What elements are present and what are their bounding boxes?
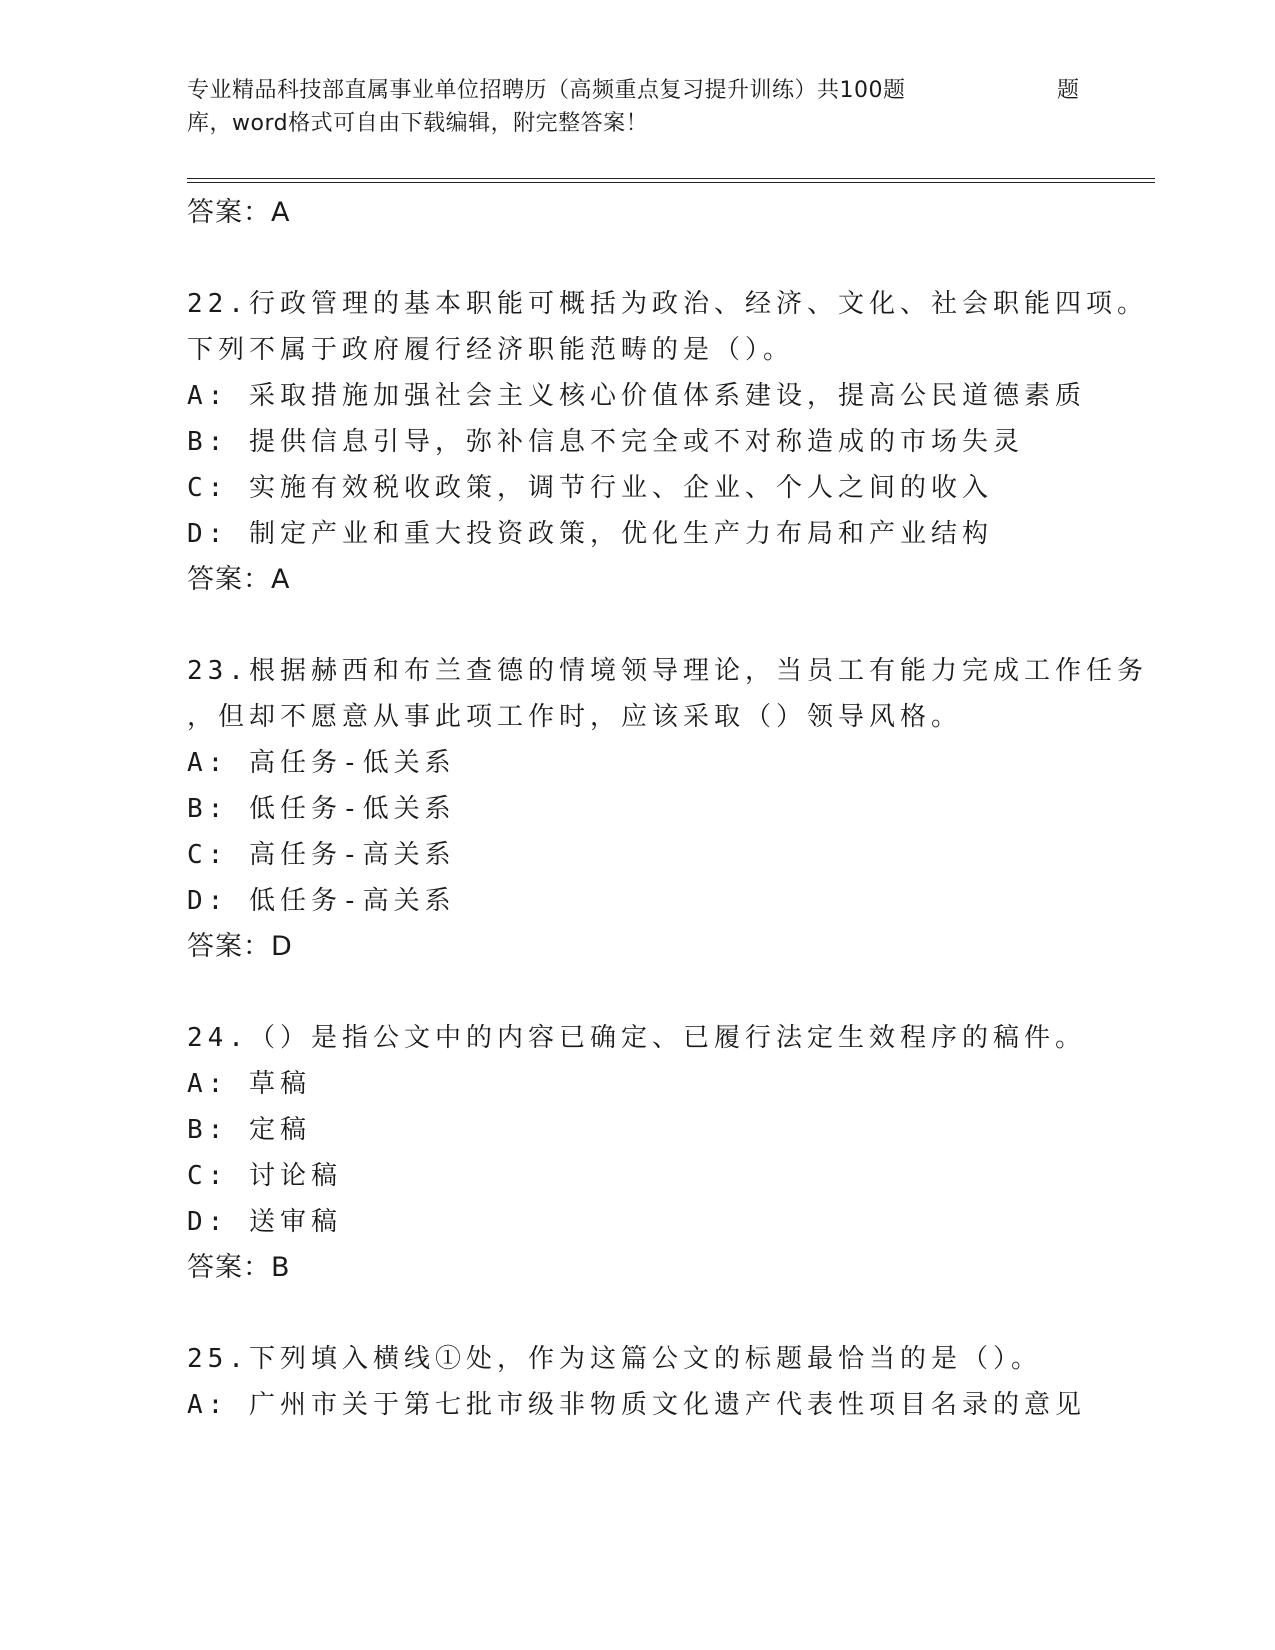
question-22-option-b: B: 提供信息引导，弥补信息不完全或不对称造成的市场失灵 [187,427,1024,457]
spacer [187,1291,1087,1336]
header-line-1 [187,74,1087,107]
page-header [187,74,1087,140]
question-22-option-a: A: 采取措施加强社会主义核心价值体系建设，提高公民道德素质 [187,381,1086,411]
question-23 [187,648,1148,970]
header-divider-bottom [187,182,1155,183]
header-title-tail: 题 [1057,78,1080,103]
question-22 [187,281,1148,603]
answer-23: 答案：D [187,931,293,962]
question-24 [187,1015,1087,1291]
header-divider-top [187,178,1155,179]
question-22-text: 22.行政管理的基本职能可概括为政治、经济、文化、社会职能四项。 [187,289,1148,319]
question-22-option-c: C: 实施有效税收政策，调节行业、企业、个人之间的收入 [187,473,993,503]
question-25 [187,1336,1087,1428]
question-24-option-c: C: 讨论稿 [187,1161,342,1191]
header-line-2: 库，word格式可自由下载编辑，附完整答案！ [187,111,649,136]
question-23-text: 23.根据赫西和布兰查德的情境领导理论，当员工有能力完成工作任务 [187,656,1148,686]
document-body [187,190,1148,1428]
question-24-option-a: A: 草稿 [187,1069,311,1099]
question-25-option-a: A: 广州市关于第七批市级非物质文化遗产代表性项目名录的意见 [187,1390,1086,1420]
answer-21: 答案：A [187,197,291,228]
question-23-option-b: B: 低任务-低关系 [187,794,456,824]
spacer [187,603,1087,648]
answer-24: 答案：B [187,1252,291,1283]
question-22-option-d: D: 制定产业和重大投资政策，优化生产力布局和产业结构 [187,519,993,549]
question-24-option-b: B: 定稿 [187,1115,311,1145]
spacer [187,970,1087,1015]
question-24-option-d: D: 送审稿 [187,1207,342,1237]
question-25-text: 25.下列填入横线①处，作为这篇公文的标题最恰当的是（）。 [187,1344,1042,1374]
header-title: 专业精品科技部直属事业单位招聘历（高频重点复习提升训练）共100题 [187,78,906,103]
question-23-text-cont: ，但却不愿意从事此项工作时，应该采取（）领导风格。 [187,702,963,732]
question-24-text: 24.（）是指公文中的内容已确定、已履行法定生效程序的稿件。 [187,1023,1086,1053]
spacer [187,236,1087,281]
answer-22: 答案：A [187,564,291,595]
question-23-option-a: A: 高任务-低关系 [187,748,456,778]
question-23-option-d: D: 低任务-高关系 [187,886,456,916]
question-22-text-cont: 下列不属于政府履行经济职能范畴的是（）。 [187,335,795,365]
question-23-option-c: C: 高任务-高关系 [187,840,456,870]
